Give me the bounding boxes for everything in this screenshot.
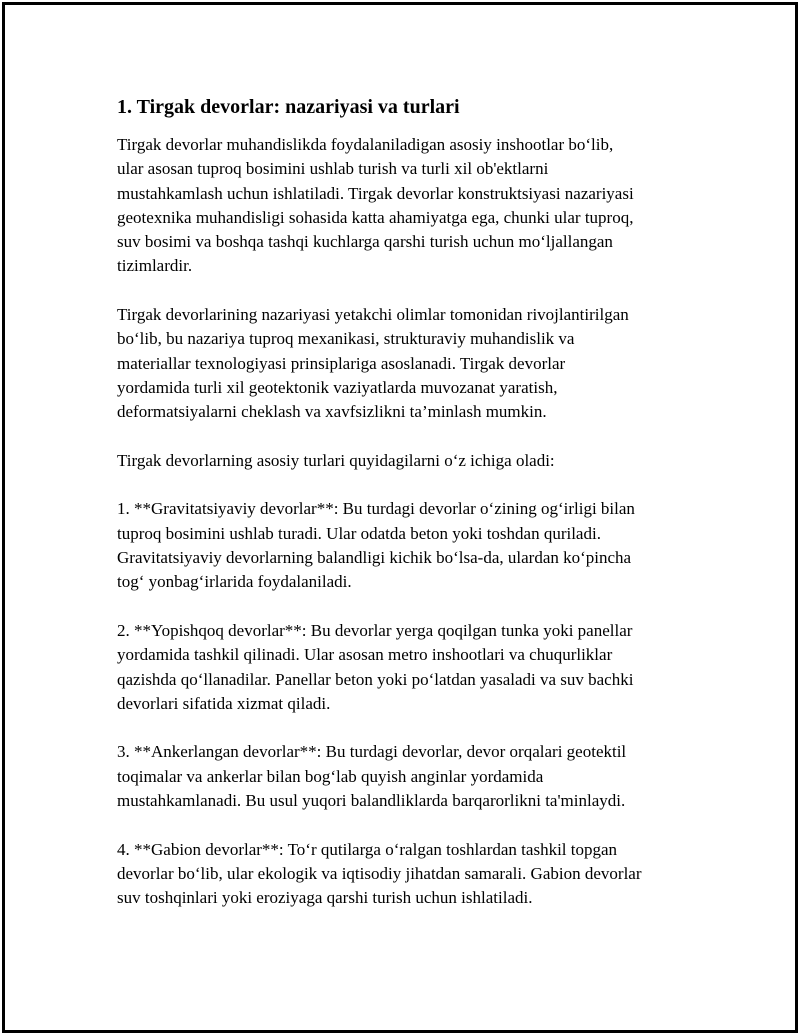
text-line: materiallar texnologiyasi prinsiplariga asoslanadi. Tirgak devorlar	[117, 353, 566, 373]
text-line: geotexnika muhandisligi sohasida katta ahamiyatga ega, chunki ular tuproq,	[117, 207, 634, 227]
text-line: devorlari sifatida xizmat qiladi.	[117, 693, 331, 713]
text-line: Tirgak devorlar muhandislikda foydalaniladigan asosiy inshootlar bo‘lib,	[117, 135, 614, 154]
text-line: 1. **Gravitatsiyaviy devorlar**: Bu turdagi devorlar o‘zining og‘irligi bilan	[117, 499, 635, 519]
paragraph-types-intro	[117, 449, 757, 473]
text-line: 2. **Yopishqoq devorlar**: Bu devorlar yerga qoqilgan tunka yoki panellar	[117, 620, 633, 640]
text-line: devorlar bo‘lib, ular ekologik va iqtisodiy jihatdan samarali. Gabion devorlar	[117, 863, 642, 883]
text-line: yordamida tashkil qilinadi. Ular asosan metro inshootlari va chuqurliklar	[117, 645, 613, 665]
document-body	[117, 95, 757, 935]
text-line: mustahkamlash uchun ishlatiladi. Tirgak devorlar konstruktsiyasi nazariyasi	[117, 183, 634, 203]
text-line: deformatsiyalarni cheklash va xavfsizlikni ta’minlash mumkin.	[117, 402, 547, 422]
text-line: yordamida turli xil geotektonik vaziyatlarda muvozanat yaratish,	[117, 377, 558, 397]
text-line: 3. **Ankerlangan devorlar**: Bu turdagi devorlar, devor orqalari geotektil	[117, 742, 627, 762]
list-item-anchored-walls	[117, 740, 757, 813]
text-line: mustahkamlanadi. Bu usul yuqori balandliklarda barqarorlikni ta'minlaydi.	[117, 791, 626, 811]
text-line: Gravitatsiyaviy devorlarning balandligi kichik bo‘lsa-da, ulardan ko‘pincha	[117, 548, 632, 568]
text-line: tuproq bosimini ushlab turadi. Ular odatda beton yoki toshdan quriladi.	[117, 523, 601, 543]
paragraph-theory	[117, 303, 757, 424]
paragraph-intro	[117, 133, 757, 279]
text-line: toqimalar va ankerlar bilan bog‘lab quyish anginlar yordamida	[117, 766, 544, 786]
text-line: tizimlardir.	[117, 256, 193, 276]
list-item-gravity-walls	[117, 497, 757, 594]
text-line: Tirgak devorlarning asosiy turlari quyidagilarni o‘z ichiga oladi:	[117, 450, 555, 470]
text-line: 4. **Gabion devorlar**: To‘r qutilarga o‘ralgan toshlardan tashkil topgan	[117, 839, 618, 859]
list-item-sheet-walls	[117, 619, 757, 716]
text-line: suv toshqinlari yoki eroziyaga qarshi turish uchun ishlatiladi.	[117, 888, 533, 908]
list-item-gabion-walls	[117, 838, 757, 911]
text-line: Tirgak devorlarining nazariyasi yetakchi olimlar tomonidan rivojlantirilgan	[117, 305, 629, 325]
text-line: suv bosimi va boshqa tashqi kuchlarga qarshi turish uchun mo‘ljallangan	[117, 232, 613, 252]
section-heading: 1. Tirgak devorlar: nazariyasi va turlari	[117, 96, 460, 118]
text-line: tog‘ yonbag‘irlarida foydalaniladi.	[117, 572, 352, 592]
text-line: ular asosan tuproq bosimini ushlab turish va turli xil ob'ektlarni	[117, 159, 549, 179]
text-line: bo‘lib, bu nazariya tuproq mexanikasi, strukturaviy muhandislik va	[117, 329, 575, 349]
text-line: qazishda qo‘llanadilar. Panellar beton yoki po‘latdan yasaladi va suv bachki	[117, 669, 634, 689]
